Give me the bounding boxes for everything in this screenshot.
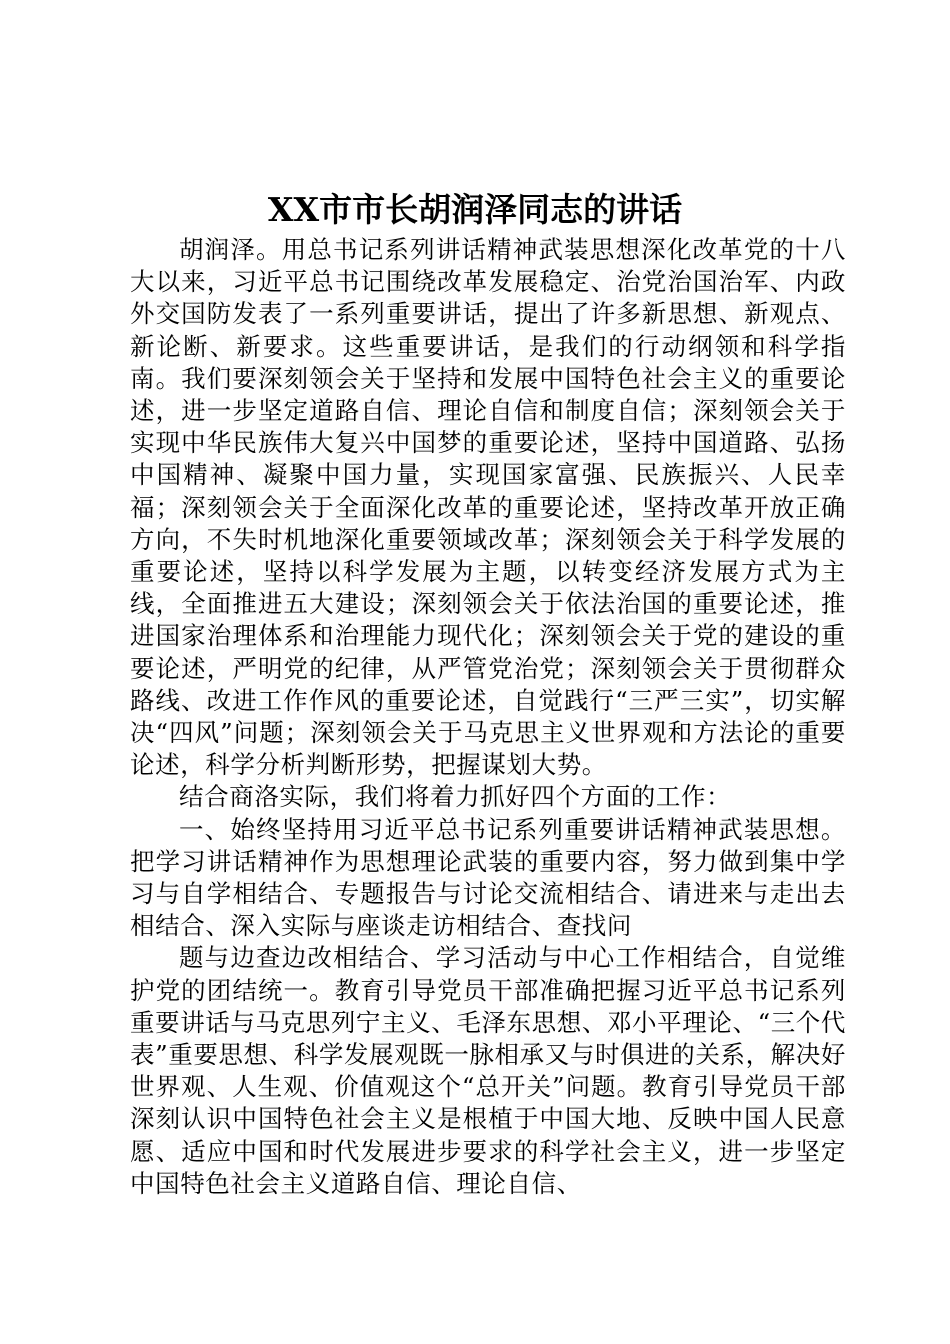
paragraph-point-one: 一、始终坚持用习近平总书记系列重要讲话精神武装思想。把学习讲话精神作为思想理论武装的重要内容，努力做到集中学习与自学相结合、专题报告与讨论交流相结合、请进来与走出去相结合、深入实际与座谈走访相结合、查找问 bbox=[130, 814, 846, 941]
paragraph-continuation: 题与边查边改相结合、学习活动与中心工作相结合，自觉维护党的团结统一。教育引导党员干部准确把握习近平总书记系列重要讲话与马克思列宁主义、毛泽东思想、邓小平理论、“三个代表”重要思想、科学发展观既一脉相承又与时俱进的关系，解决好世界观、人生观、价值观这个“总开关”问题。教育引导党员干部深刻认识中国特色社会主义是根植于中国大地、反映中国人民意愿、适应中国和时代发展进步要求的科学社会主义，进一步坚定中国特色社会主义道路自信、理论自信、 bbox=[130, 943, 846, 1198]
paragraph-intro: 胡润泽。用总书记系列讲话精神武装思想深化改革党的十八大以来，习近平总书记围绕改革发展稳定、治党治国治军、内政外交国防发表了一系列重要讲话，提出了许多新思想、新观点、新论断、新要求。这些重要讲话，是我们的行动纲领和科学指南。我们要深刻领会关于坚持和发展中国特色社会主义的重要论述，进一步坚定道路自信、理论自信和制度自信；深刻领会关于实现中华民族伟大复兴中国梦的重要论述，坚持中国道路、弘扬中国精神、凝聚中国力量，实现国家富强、民族振兴、人民幸福；深刻领会关于全面深化改革的重要论述，坚持改革开放正确方向，不失时机地深化重要领域改革；深刻领会关于科学发展的重要论述，坚持以科学发展为主题，以转变经济发展方式为主线，全面推进五大建设；深刻领会关于依法治国的重要论述，推进国家治理体系和治理能力现代化；深刻领会关于党的建设的重要论述，严明党的纪律，从严管党治党；深刻领会关于贯彻群众路线、改进工作作风的重要论述，自觉践行“三严三实”，切实解决“四风”问题；深刻领会关于马克思主义世界观和方法论的重要论述，科学分析判断形势，把握谋划大势。 bbox=[130, 235, 846, 780]
paragraph-transition: 结合商洛实际，我们将着力抓好四个方面的工作： bbox=[179, 782, 732, 812]
document-title: XX市市长胡润泽同志的讲话 bbox=[267, 190, 683, 229]
document-body bbox=[130, 234, 846, 1200]
